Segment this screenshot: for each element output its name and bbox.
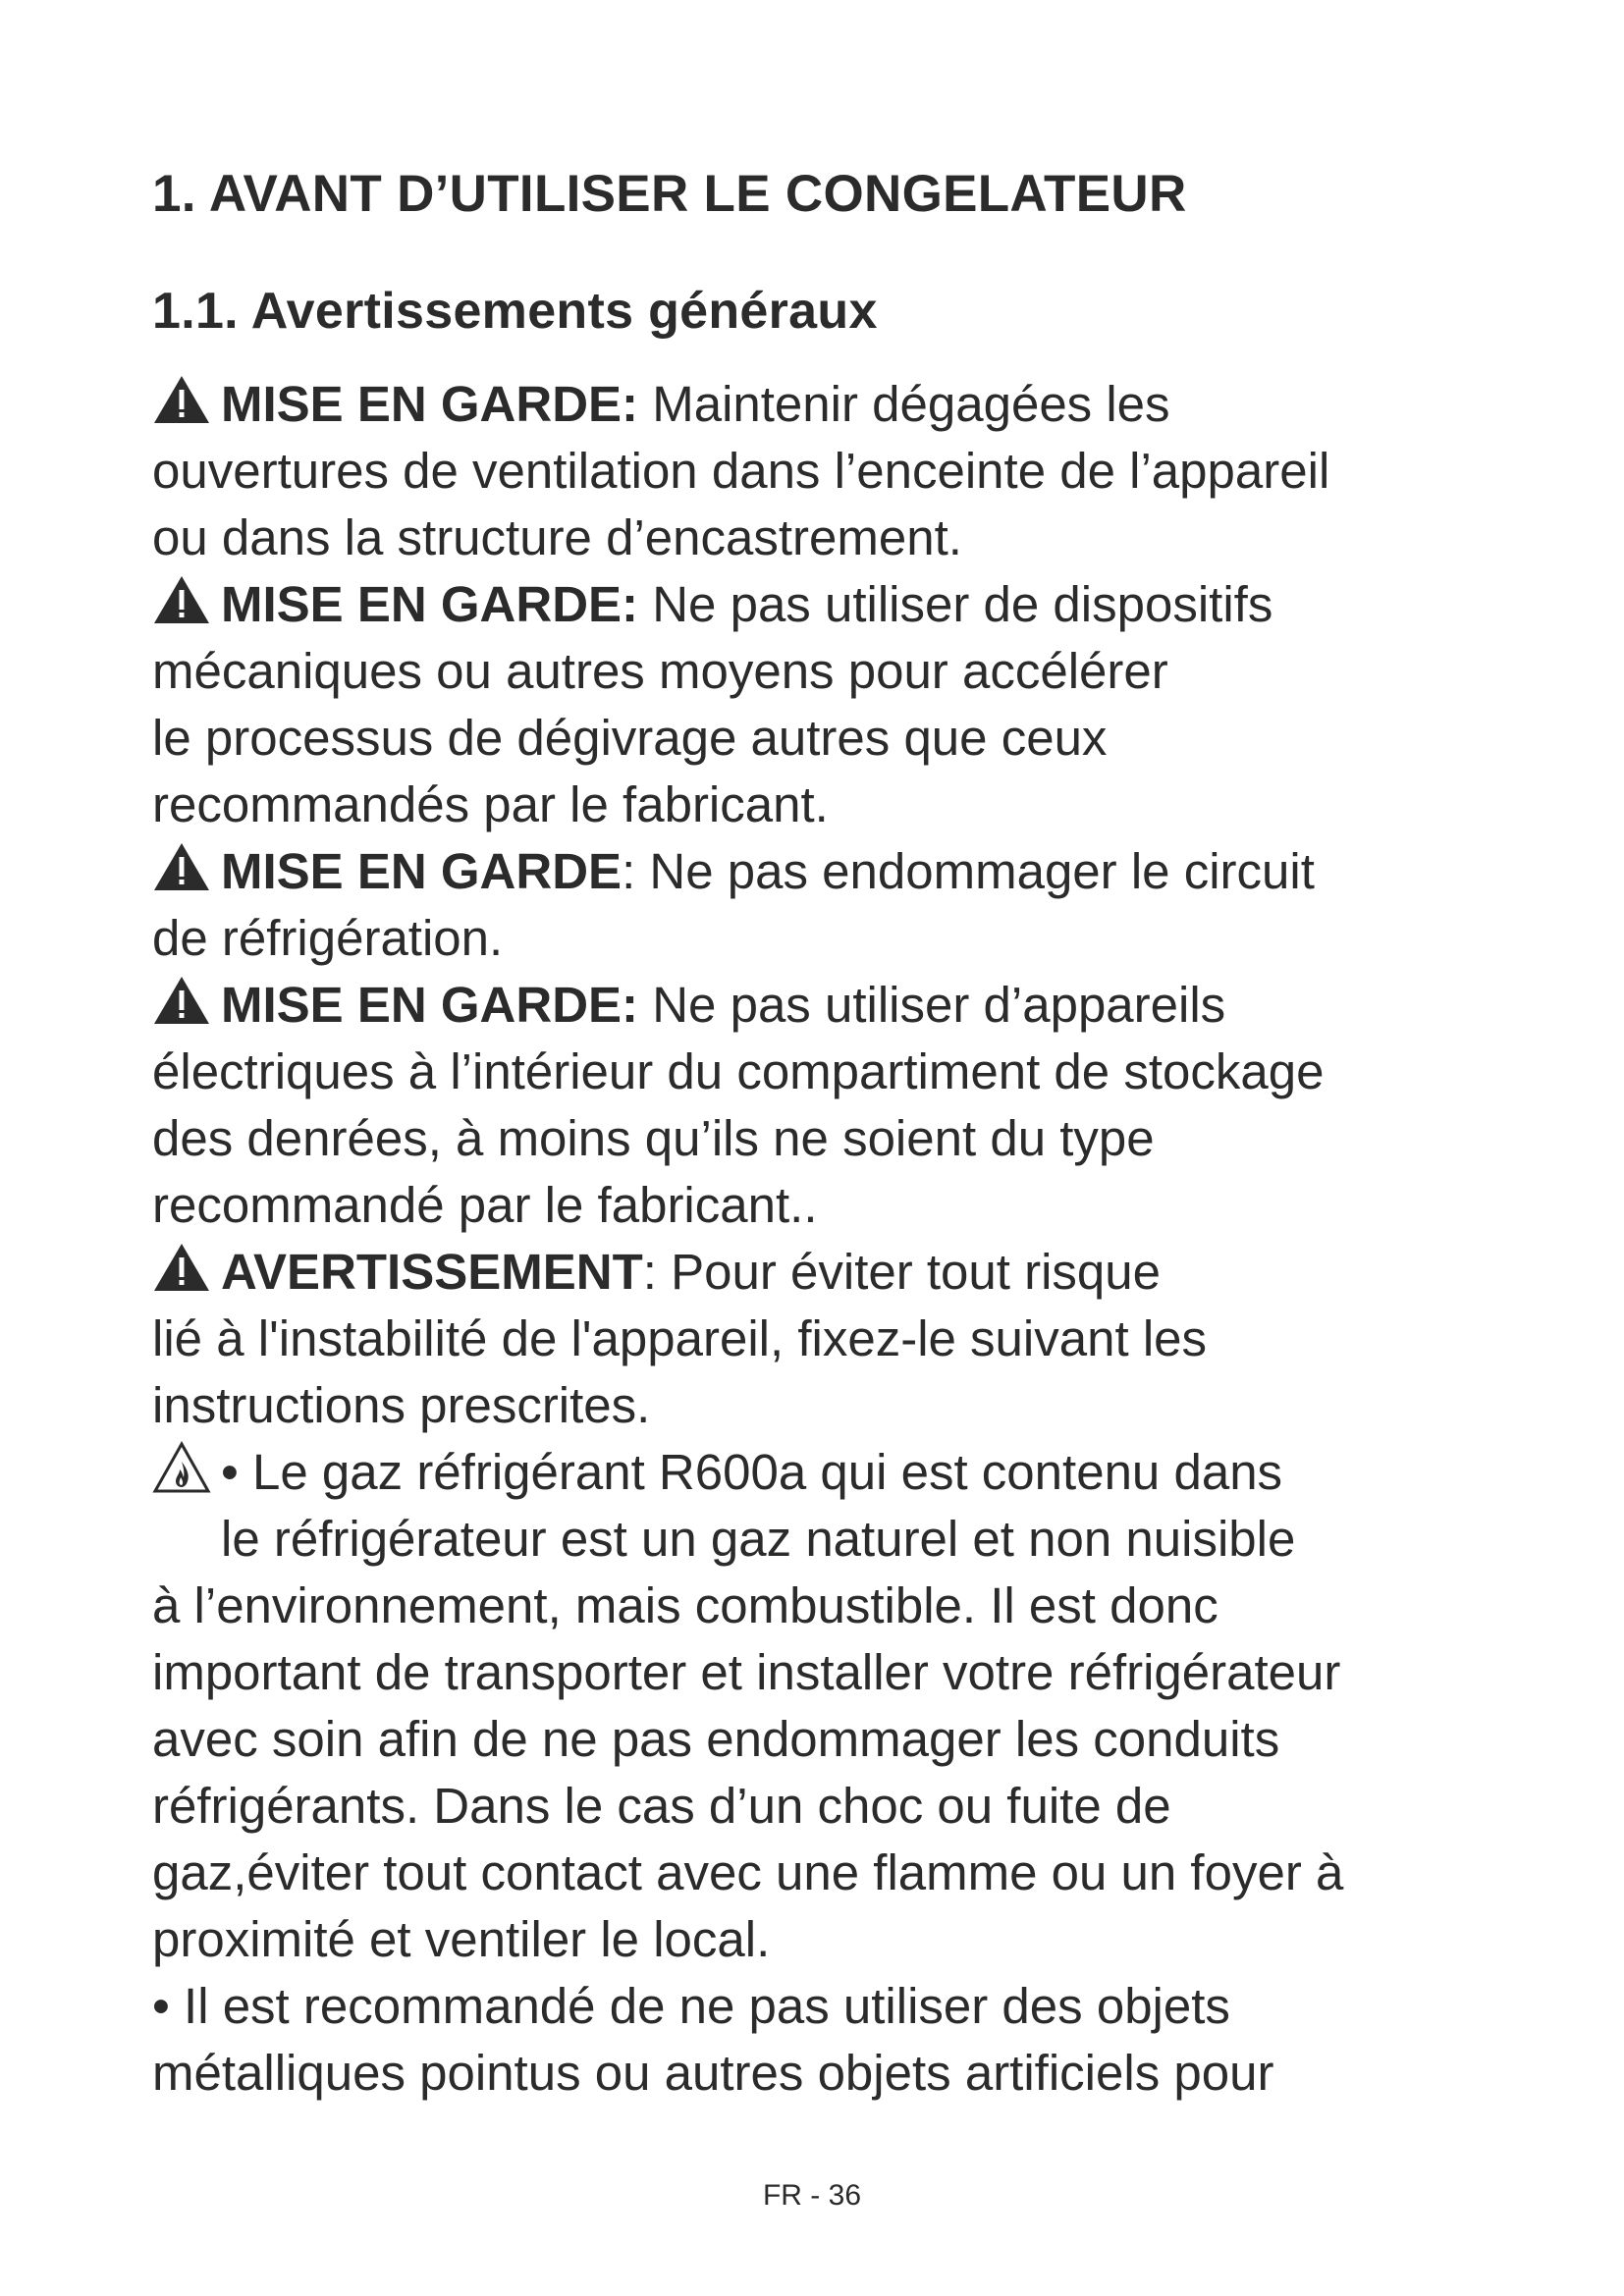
warning-line: ou dans la structure d’encastrement. bbox=[152, 509, 962, 565]
bullet-paragraph bbox=[152, 1973, 1527, 2107]
gas-text: • Le gaz réfrigérant R600a qui est contenu dans bbox=[221, 1444, 1283, 1500]
warning-label: MISE EN GARDE bbox=[221, 843, 623, 899]
warnings-body bbox=[152, 371, 1527, 2107]
warning-text: Ne pas utiliser d’appareils bbox=[638, 977, 1226, 1033]
warning-line: ouvertures de ventilation dans l’enceinte de l’appareil bbox=[152, 443, 1330, 499]
warning-triangle-icon bbox=[152, 973, 217, 1028]
document-page bbox=[152, 157, 1527, 2101]
gas-line: important de transporter et installer votre réfrigérateur bbox=[152, 1644, 1341, 1700]
warning-label: MISE EN GARDE: bbox=[221, 576, 639, 632]
warning-triangle-icon bbox=[152, 372, 217, 427]
gas-line: à l’environnement, mais combustible. Il est donc bbox=[152, 1577, 1218, 1633]
warning-label: MISE EN GARDE: bbox=[221, 376, 639, 432]
warning-block bbox=[152, 1239, 1527, 1439]
gas-line: gaz,éviter tout contact avec une flamme ou un foyer à bbox=[152, 1844, 1344, 1900]
warning-text: Maintenir dégagées les bbox=[638, 376, 1170, 432]
warning-text: : Pour éviter tout risque bbox=[642, 1244, 1162, 1300]
gas-line: avec soin afin de ne pas endommager les conduits bbox=[152, 1711, 1280, 1767]
flammable-warning-icon bbox=[152, 1440, 217, 1495]
warning-line: recommandés par le fabricant. bbox=[152, 776, 829, 832]
gas-line: proximité et ventiler le local. bbox=[152, 1911, 771, 1967]
warning-line: des denrées, à moins qu’ils ne soient du type bbox=[152, 1110, 1155, 1166]
warning-line: recommandé par le fabricant.. bbox=[152, 1177, 818, 1233]
gas-line: réfrigérants. Dans le cas d’un choc ou fuite de bbox=[152, 1778, 1171, 1834]
warning-line: lié à l'instabilité de l'appareil, fixez-le suivant les bbox=[152, 1310, 1208, 1366]
warning-line: le processus de dégivrage autres que ceux bbox=[152, 710, 1108, 766]
gas-line: le réfrigérateur est un gaz naturel et non nuisible bbox=[221, 1511, 1296, 1567]
section-subtitle: 1.1. Avertissements généraux bbox=[152, 283, 878, 340]
warning-block bbox=[152, 571, 1527, 838]
warning-block bbox=[152, 972, 1527, 1239]
warning-triangle-icon bbox=[152, 1240, 217, 1295]
page-title: 1. AVANT D’UTILISER LE CONGELATEUR bbox=[152, 165, 1187, 223]
warning-triangle-icon bbox=[152, 839, 217, 894]
warning-triangle-icon bbox=[152, 572, 217, 627]
warning-line: instructions prescrites. bbox=[152, 1377, 651, 1433]
bullet-line: métalliques pointus ou autres objets artificiels pour bbox=[152, 2045, 1274, 2101]
warning-block bbox=[152, 838, 1527, 972]
page-number: FR - 36 bbox=[762, 2179, 862, 2212]
gas-paragraph bbox=[152, 1439, 1527, 1973]
warning-label: AVERTISSEMENT bbox=[221, 1244, 643, 1300]
warning-line: de réfrigération. bbox=[152, 910, 504, 966]
bullet-line: • Il est recommandé de ne pas utiliser des objets bbox=[152, 1978, 1230, 2034]
warning-line: électriques à l’intérieur du compartiment de stockage bbox=[152, 1043, 1325, 1099]
warning-text: Ne pas utiliser de dispositifs bbox=[638, 576, 1273, 632]
warning-label: MISE EN GARDE: bbox=[221, 977, 639, 1033]
warning-block bbox=[152, 371, 1527, 571]
warning-text: : Ne pas endommager le circuit bbox=[622, 843, 1315, 899]
warning-line: mécaniques ou autres moyens pour accélérer bbox=[152, 643, 1168, 699]
